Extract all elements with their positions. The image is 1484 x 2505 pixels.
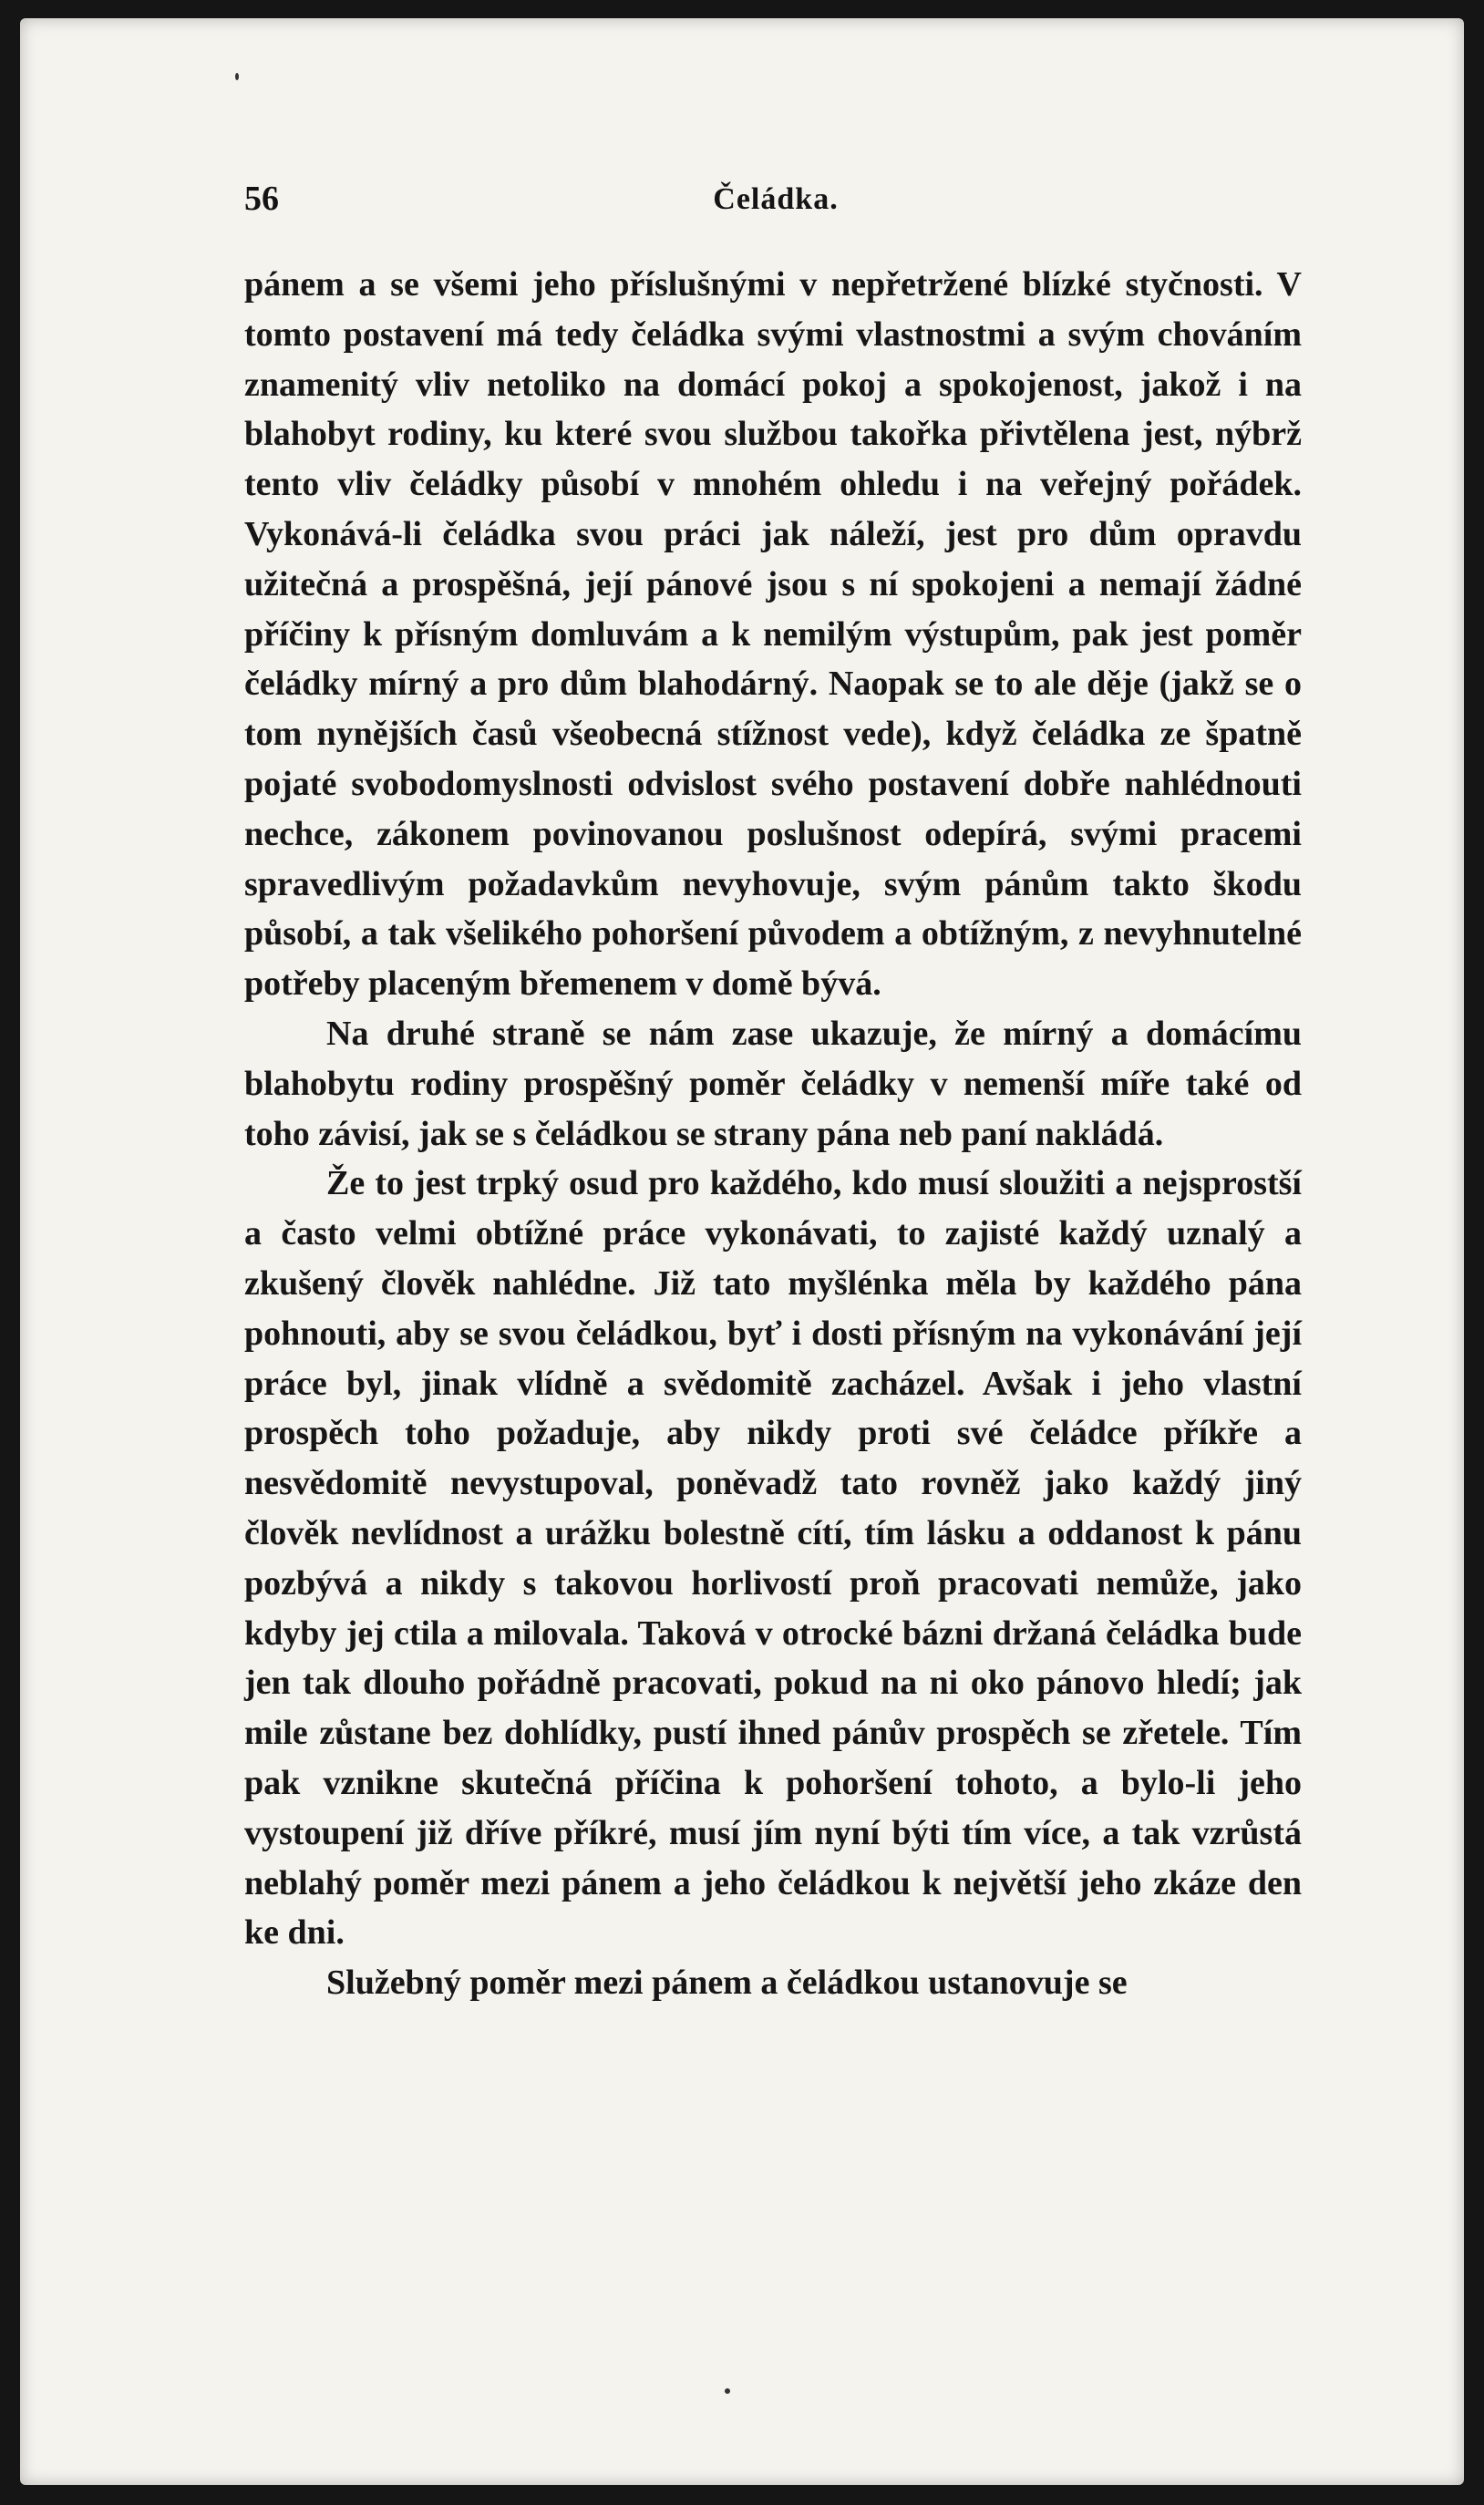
page-number: 56: [244, 180, 279, 218]
body-text: [244, 260, 1302, 2008]
paragraph-4: Služebný poměr mezi pánem a čeládkou ustanovuje se: [326, 1964, 1128, 2003]
ink-speck: [725, 2388, 730, 2394]
paragraph-1: pánem a se všemi jeho příslušnými v nepřetržené blízké styčnosti. V tomto postavení má tedy čeládka svými vlastnostmi a svým chováním znamenitý vliv netoliko na domácí pokoj a spokojenost, jakož i na blahobyt rodiny, ku které svou službou takořka přivtělena jest, nýbrž tento vliv čeládky působí v mnohém ohledu i na veřejný pořádek. Vykonává-li čeládka svou práci jak náleží, jest pro dům opravdu užitečná a prospěšná, její pánové jsou s ní spokojeni a nemají žádné příčiny k přísným domluvám a k nemilým výstupům, pak jest poměr čeládky mírný a pro dům blahodárný. Naopak se to ale děje (jakž se o tom nynějších časů všeobecná stížnost vede), když čeládka ze špatně pojaté svobodomyslnosti odvislost svého postavení dobře nahlédnouti nechce, zákonem povinovanou poslušnost odepírá, svými pracemi spravedlivým požadavkům nevyhovuje, svým pánům takto škodu působí, a tak všelikého pohoršení původem a obtížným, z nevyhnutelné potřeby placeným břemenem v domě bývá.: [244, 265, 1302, 1004]
running-head: Čeládka.: [713, 182, 839, 216]
paragraph-3: Že to jest trpký osud pro každého, kdo musí sloužiti a nejsprostší a často velmi obtížné práce vykonávati, to zajisté každý uznalý a zkušený člověk nahlédne. Již tato myšlénka měla by každého pána pohnouti, aby se svou čeládkou, byť i dosti přísným na vykonávání její práce byl, jinak vlídně a svědomitě zacházel. Avšak i jeho vlastní prospěch toho požaduje, aby nikdy proti své čeládce příkře a nesvědomitě nevystupoval, poněvadž tato rovněž jako každý jiný člověk nevlídnost a urážku bolestně cítí, tím lásku a oddanost k pánu pozbývá a nikdy s takovou horlivostí proň pracovati nemůže, jako kdyby jej ctila a milovala. Taková v otrocké bázni držaná čeládka bude jen tak dlouho pořádně pracovati, pokud na ni oko pánovo hledí; jak mile zůstane bez dohlídky, pustí ihned pánův prospěch se zřetele. Tím pak vznikne skutečná příčina k pohoršení tohoto, a bylo-li jeho vystoupení již dříve příkré, musí jím nyní býti tím více, a tak vzrůstá neblahý poměr mezi pánem a jeho čeládkou k největší jeho zkáze den ke dni.: [244, 1164, 1302, 1953]
ink-speck: [235, 73, 239, 80]
paragraph-2: Na druhé straně se nám zase ukazuje, že mírný a domácímu blahobytu rodiny prospěšný poměr čeládky v nemenší míře také od toho závisí, jak se s čeládkou se strany pána neb paní nakládá.: [244, 1014, 1302, 1153]
page-header: [244, 179, 1307, 228]
